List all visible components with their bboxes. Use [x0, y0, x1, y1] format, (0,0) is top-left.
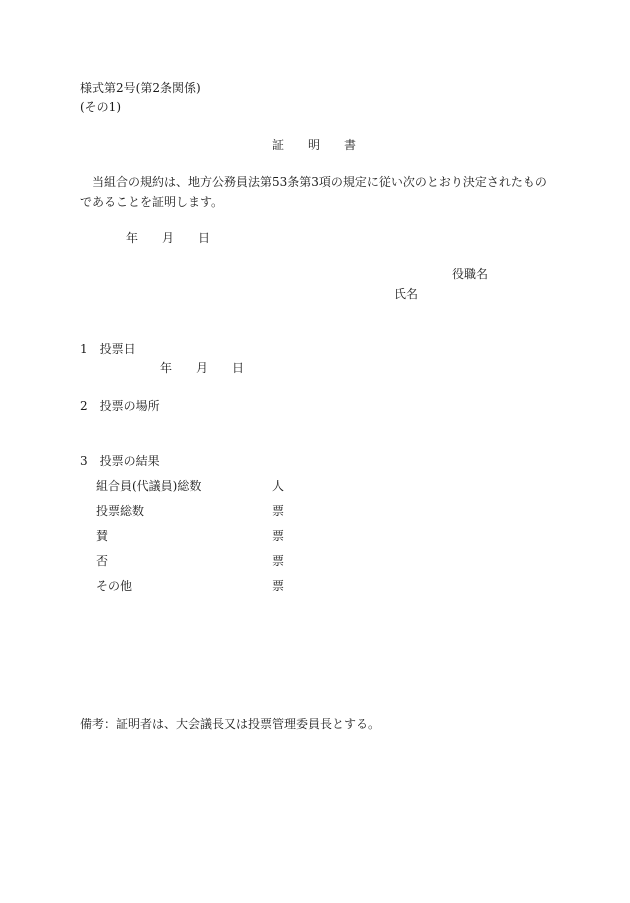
result-row-unit: 票: [272, 579, 285, 593]
result-row-unit: 票: [272, 504, 285, 518]
form-number: 様式第2号(第2条関係): [80, 81, 201, 95]
result-row-unit: 票: [272, 529, 285, 543]
result-row-item: 否: [96, 554, 109, 568]
date-day-label: 日: [232, 361, 245, 375]
date-month-label: 月: [162, 231, 175, 245]
footnote: 備考：証明者は、大会議長又は投票管理委員長とする。: [80, 717, 381, 731]
section-vote-result-label: 3 投票の結果: [80, 454, 160, 468]
section-vote-date-label: 1 投票日: [80, 342, 136, 356]
certification-text: 当組合の規約は、地方公務員法第53条第3項の規定に従い次のとおり決定されたものであることを証明します。: [80, 175, 547, 209]
date-year-label: 年: [126, 231, 139, 245]
date-day-label: 日: [198, 231, 211, 245]
position-label: 役職名: [452, 267, 489, 281]
form-sub-number: (その1): [80, 100, 121, 114]
result-row-unit: 票: [272, 554, 285, 568]
result-row-item: その他: [96, 579, 133, 593]
title-char: 書: [344, 138, 357, 152]
date-month-label: 月: [196, 361, 209, 375]
document-title: [272, 139, 356, 151]
result-row-item: 組合員(代議員)総数: [96, 479, 202, 493]
section-vote-place-label: 2 投票の場所: [80, 399, 160, 413]
result-row-item: 賛: [96, 529, 109, 543]
date-year-label: 年: [160, 361, 173, 375]
vote-date: [160, 362, 244, 374]
title-char: 証: [272, 138, 285, 152]
title-char: 明: [308, 138, 321, 152]
result-row-item: 投票総数: [96, 504, 145, 518]
result-row-unit: 人: [272, 479, 285, 493]
issue-date: [126, 232, 210, 244]
name-label: 氏名: [394, 287, 419, 301]
